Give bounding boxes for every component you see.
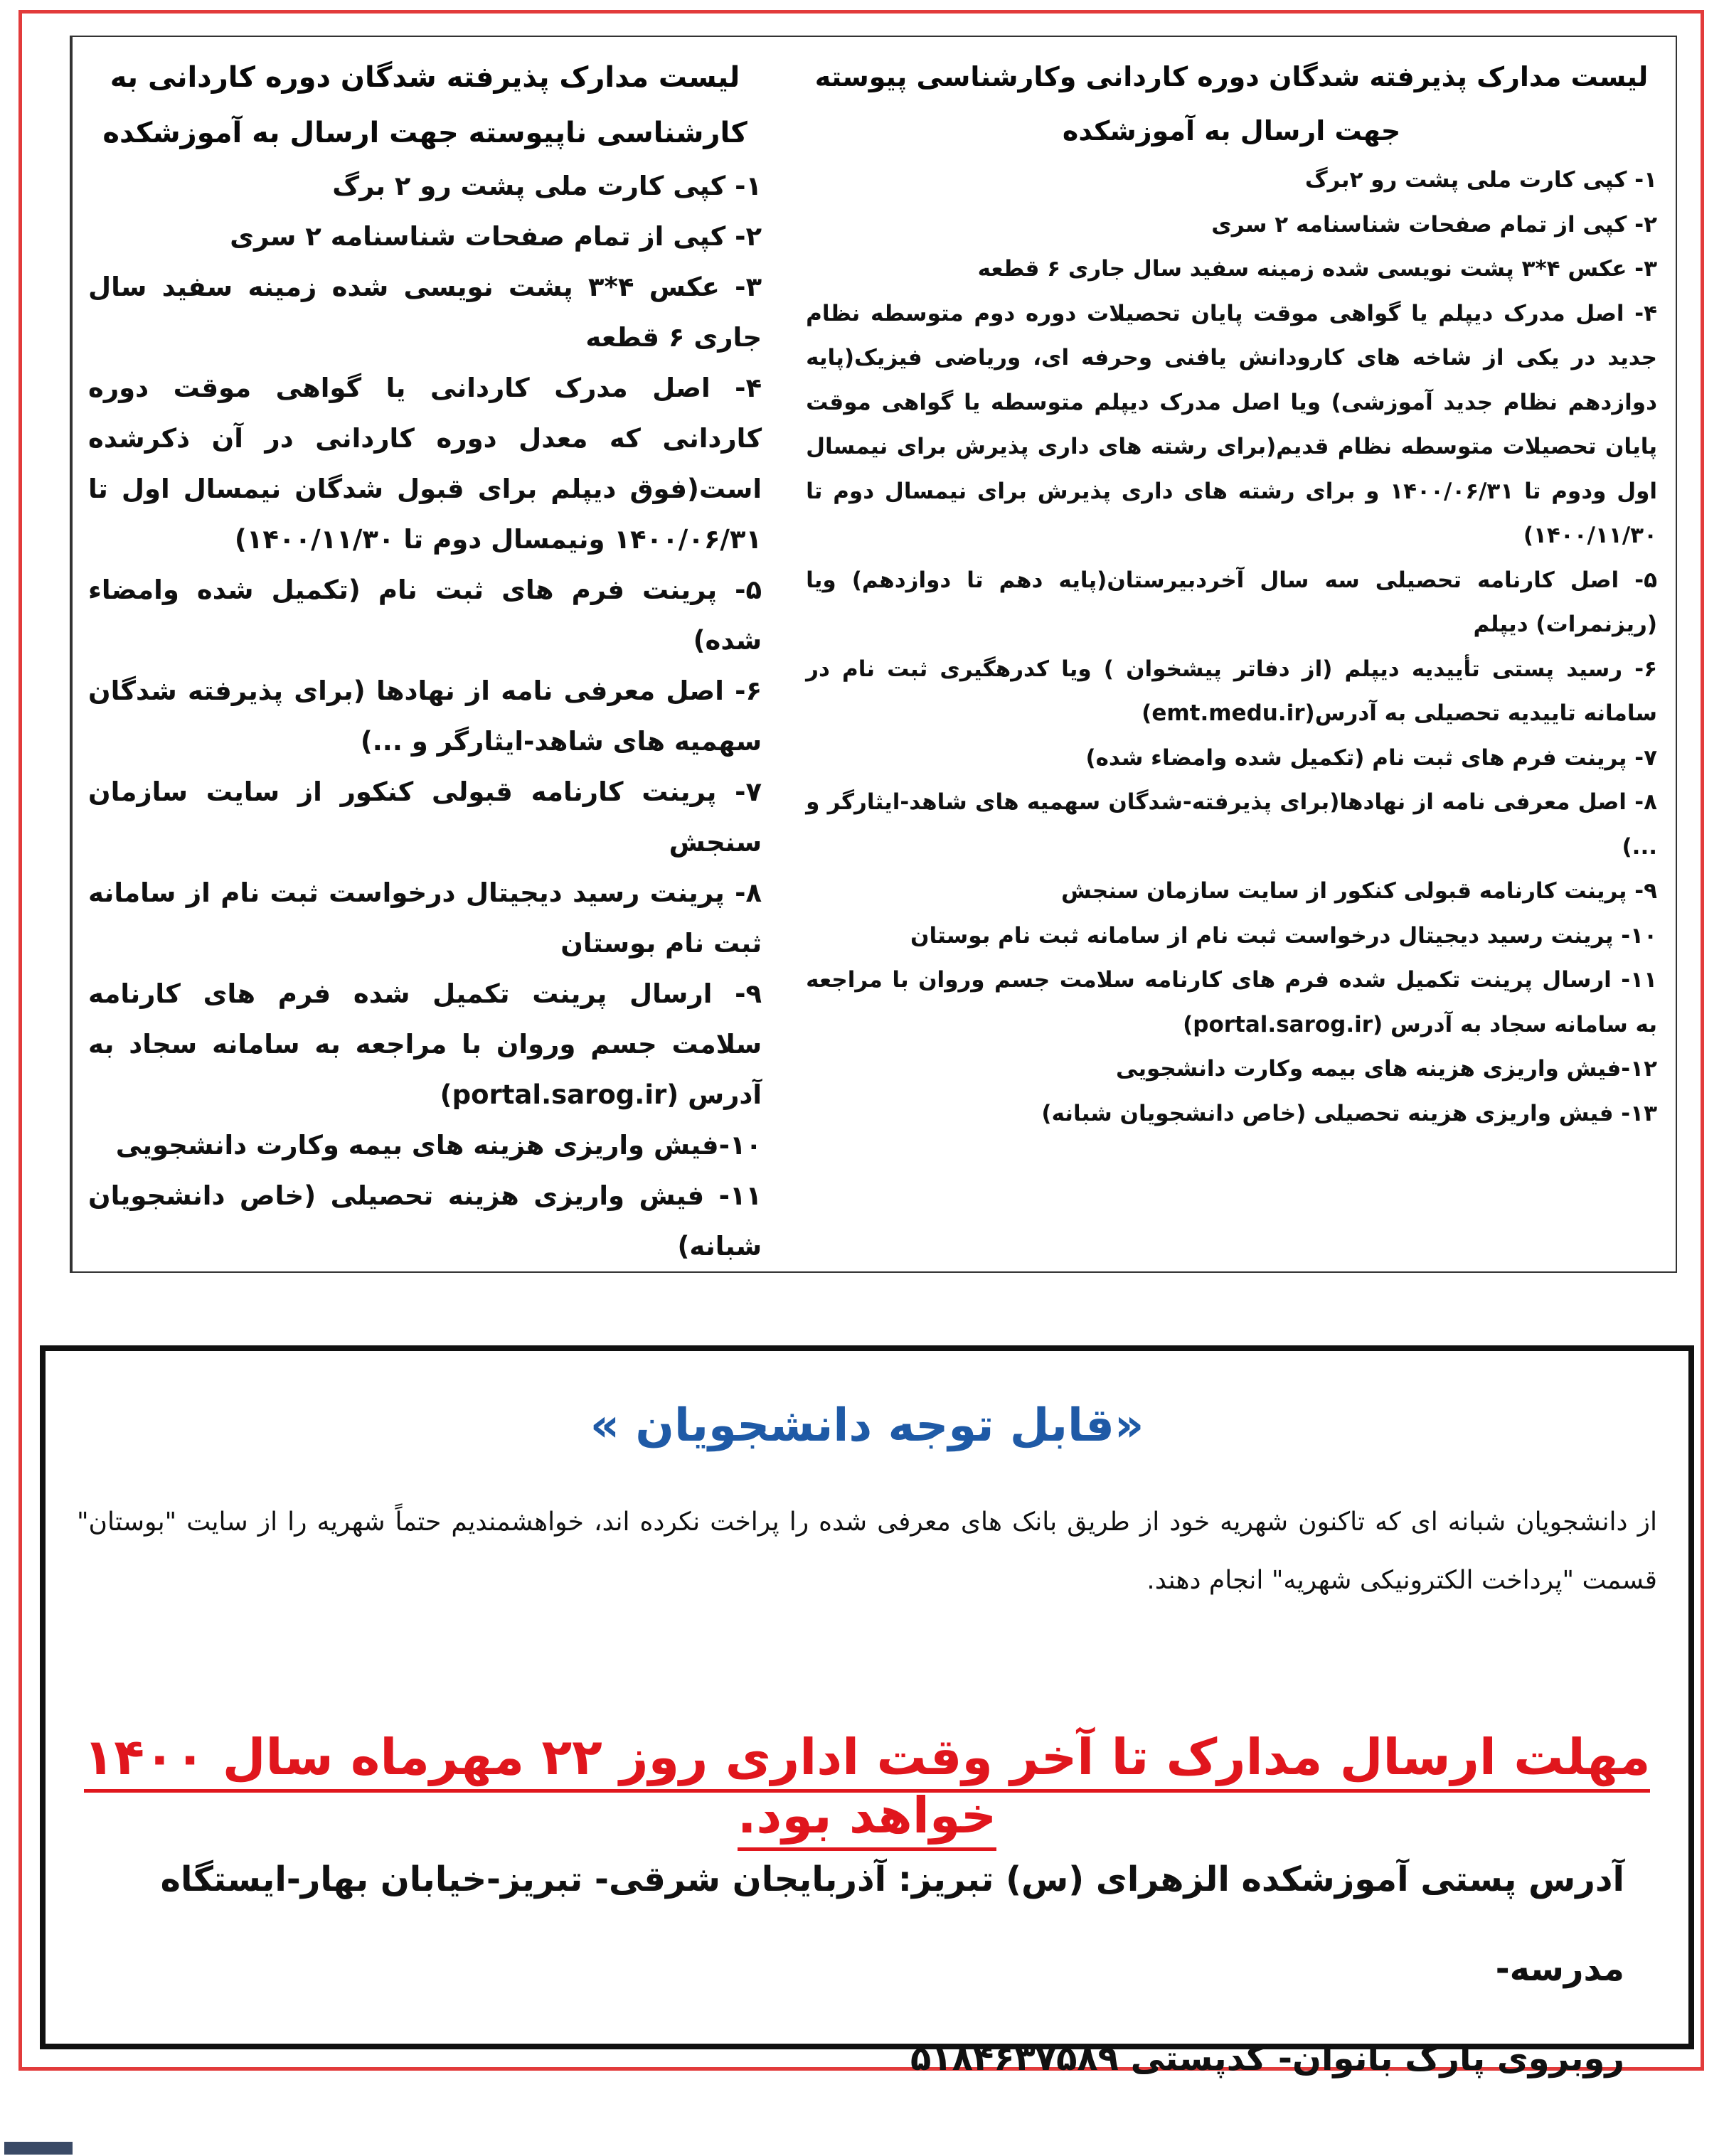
address-line-1: آدرس پستی آموزشکده الزهرای (س) تبریز: آذربایجان شرقی- تبریز-خیابان بهار-ایستگاه مدرسه- [160, 1859, 1624, 1989]
list-item: ۹- پرینت کارنامه قبولی کنکور از سایت سازمان سنجش [1061, 878, 1657, 904]
list-item: ۱۲-فیش واریزی هزینه های بیمه وکارت دانشجویی [1115, 1056, 1657, 1082]
deadline-line [74, 1728, 1660, 1845]
list-item: ۲- کپی از تمام صفحات شناسنامه ۲ سری [230, 221, 762, 252]
list-item: ۱۱- ارسال پرینت تکمیل شده فرم های کارنامه سلامت جسم وروان با مراجعه به سامانه سجاد به آدرس (portal.sarog.ir) [806, 967, 1657, 1037]
postal-address [102, 1835, 1624, 2103]
deadline-text: مهلت ارسال مدارک تا آخر وقت اداری روز ۲۲ مهرماه سال ۱۴۰۰ خواهد بود. [84, 1728, 1651, 1851]
list-item: ۶- اصل معرفی نامه از نهادها (برای پذیرفته شدگان سهمیه های شاهد-ایثارگر و ...) [88, 676, 762, 757]
list-item: ۱۰- پرینت رسید دیجیتال درخواست ثبت نام از سامانه ثبت نام بوستان [910, 922, 1657, 949]
right-column-heading: لیست مدارک پذیرفته شدگان دوره کاردانی به کارشناسی ناپیوسته جهت ارسال به آموزشکده [102, 61, 747, 149]
list-item: ۱۱- فیش واریزی هزینه تحصیلی (خاص دانشجویان شبانه) [88, 1180, 762, 1261]
list-item: ۳- عکس ۴*۳ پشت نویسی شده زمینه سفید سال جاری ۶ قطعه [977, 256, 1657, 282]
list-item: ۹- ارسال پرینت تکمیل شده فرم های کارنامه سلامت جسم وروان با مراجعه به سامانه سجاد به آدرس (portal.sarog.ir) [88, 978, 762, 1110]
left-column-heading: لیست مدارک پذیرفته شدگان دوره کاردانی وکارشناسی پیوسته جهت ارسال به آموزشکده [814, 61, 1649, 146]
notice-body: از دانشجویان شبانه ای که تاکنون شهریه خود از طریق بانک های معرفی شده را پراخت نکرده اند، خواهشمندیم حتماً شهریه را از سایت "بوستان" قسمت "پرداخت الکترونیکی شهریه" انجام دهند. [77, 1507, 1657, 1595]
list-item: ۴- اصل مدرک کاردانی یا گواهی موقت دوره کاردانی که معدل دوره کاردانی در آن ذکرشده است(فوق دیپلم برای قبول شدگان نیمسال اول تا ۱۴۰۰/۰۶/۳۱ ونیمسال دوم تا ۱۴۰۰/۱۱/۳۰) [88, 373, 762, 555]
list-item: ۴- اصل مدرک دیپلم یا گواهی موقت پایان تحصیلات دوره دوم متوسطه نظام جدید در یکی از شاخه های کارودانش یافنی وحرفه ای، وریاضی فیزیک(پایه دوازدهم نظام جدید آموزشی) ویا اصل مدرک دیپلم متوسطه یا گواهی موقت پایان تحصیلات متوسطه نظام قدیم(برای رشته های داری پذیرش برای نیمسال اول ودوم تا ۱۴۰۰/۰۶/۳۱ و برای رشته های داری پذیرش برای نیمسال دوم تا ۱۴۰۰/۱۱/۳۰) [806, 300, 1657, 548]
address-line-2: روبروی پارک بانوان- کدپستی ۵۱۸۴۶۳۷۵۸۹ [910, 2039, 1624, 2078]
corner-logo [4, 2142, 73, 2155]
right-column [71, 37, 782, 1271]
list-item: ۶- رسید پستی تأییدیه دیپلم (از دفاتر پیشخوان ) ویا کدرهگیری ثبت نام در سامانه تاییدیه تحصیلی به آدرس(emt.medu.ir) [806, 656, 1657, 726]
student-notice-box [40, 1345, 1694, 2078]
documents-table [70, 36, 1677, 1273]
right-column-list [88, 161, 762, 1271]
list-item: ۱۰-فیش واریزی هزینه های بیمه وکارت دانشجویی [115, 1130, 762, 1160]
list-item: ۸- اصل معرفی نامه از نهادها(برای پذیرفته-شدگان سهمیه های شاهد-ایثارگر و ...) [806, 789, 1657, 860]
list-item: ۳- عکس ۴*۳ پشت نویسی شده زمینه سفید سال جاری ۶ قطعه [88, 272, 762, 353]
list-item: ۱- کپی کارت ملی پشت رو ۲برگ [1304, 167, 1657, 193]
list-item: ۱- کپی کارت ملی پشت رو ۲ برگ [332, 171, 762, 201]
left-column [782, 37, 1676, 1271]
notice-title: «قابل توجه دانشجویان » [590, 1399, 1144, 1452]
list-item: ۷- پرینت فرم های ثبت نام (تکمیل شده وامضاء شده) [1085, 745, 1657, 771]
list-item: ۵- پرینت فرم های ثبت نام (تکمیل شده وامضاء شده) [88, 575, 762, 656]
list-item: ۵- اصل کارنامه تحصیلی سه سال آخردبیرستان(پایه دهم تا دوازدهم) ویا (ریزنمرات) دیپلم [806, 567, 1657, 637]
list-item: ۲- کپی از تمام صفحات شناسنامه ۲ سری [1211, 211, 1657, 238]
list-item: ۸- پرینت رسید دیجیتال درخواست ثبت نام از سامانه ثبت نام بوستان [88, 877, 762, 959]
list-item: ۷- پرینت کارنامه قبولی کنکور از سایت سازمان سنجش [88, 777, 762, 858]
list-item: ۱۳- فیش واریزی هزینه تحصیلی (خاص دانشجویان شبانه) [1041, 1100, 1657, 1126]
left-column-list [806, 158, 1657, 1136]
